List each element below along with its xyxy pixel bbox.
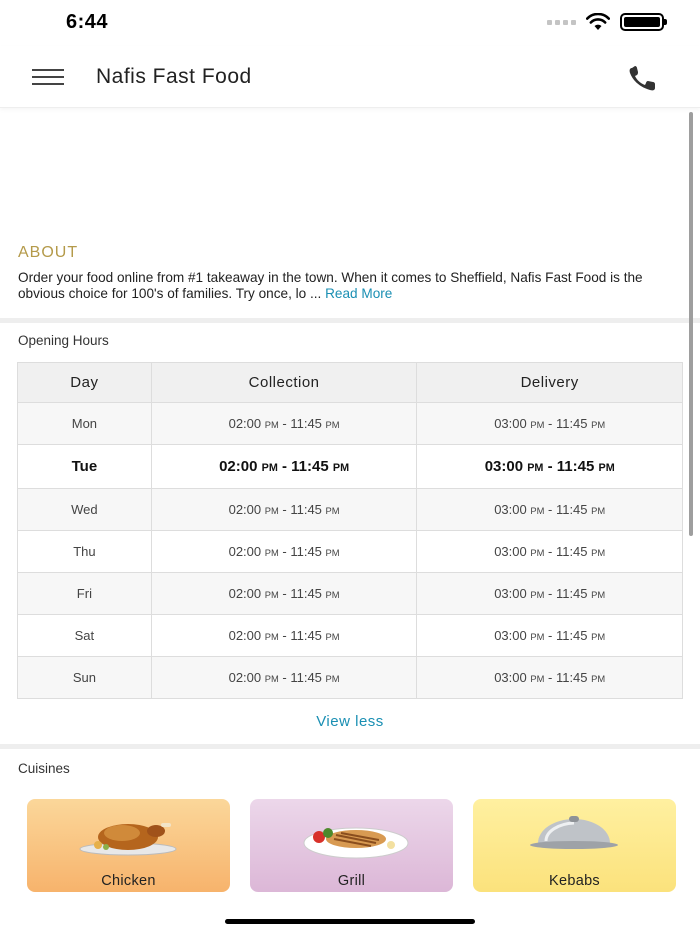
about-description: Order your food online from #1 takeaway in the town. When it comes to Sheffield, Nafis Fast Food is the obvious choice for 100's of families. Try once, lo ... — [18, 270, 643, 301]
start-time: 03:00 — [494, 416, 527, 431]
start-time: 02:00 — [228, 586, 262, 601]
end-meridiem: PM — [591, 674, 606, 684]
table-row — [18, 403, 683, 445]
phone-icon[interactable] — [626, 64, 662, 92]
about-text — [18, 270, 686, 302]
day-cell: Thu — [18, 531, 152, 573]
end-meridiem: PM — [325, 506, 340, 516]
view-less-button[interactable]: View less — [316, 713, 384, 730]
read-more-link[interactable]: Read More — [325, 286, 393, 301]
collection-hours-cell: 02:00 PM - 11:45 PM — [151, 489, 417, 531]
cellular-signal-icon — [547, 20, 576, 25]
end-meridiem: PM — [325, 590, 340, 600]
end-time: 11:45 — [290, 586, 322, 601]
status-time: 6:44 — [66, 11, 109, 33]
collection-hours-cell: 02:00 PM - 11:45 PM — [151, 657, 417, 699]
day-cell: Mon — [18, 403, 152, 445]
collection-hours-cell: 02:00 PM - 11:45 PM — [151, 403, 417, 445]
start-time: 03:00 — [494, 628, 527, 643]
end-time: 11:45 — [290, 628, 322, 643]
end-meridiem: PM — [325, 632, 340, 642]
start-meridiem: PM — [530, 506, 545, 516]
start-time: 02:00 — [219, 458, 258, 475]
end-time: 11:45 — [290, 416, 322, 431]
end-meridiem: PM — [325, 548, 340, 558]
cuisine-card-chicken[interactable] — [27, 799, 230, 892]
start-meridiem: PM — [264, 548, 279, 558]
header-collection: Collection — [151, 363, 417, 403]
end-time: 11:45 — [290, 670, 322, 685]
table-header-row — [18, 363, 683, 403]
roast-chicken-icon — [78, 813, 178, 857]
scrollbar[interactable] — [689, 112, 693, 536]
start-time: 03:00 — [484, 458, 524, 475]
delivery-hours-cell: 03:00 PM - 11:45 PM — [417, 445, 683, 489]
start-meridiem: PM — [261, 462, 278, 474]
end-time: 11:45 — [555, 416, 588, 431]
start-time: 03:00 — [494, 670, 527, 685]
end-time: 11:45 — [291, 458, 329, 475]
end-meridiem: PM — [591, 548, 606, 558]
opening-hours-table — [17, 362, 683, 699]
end-meridiem: PM — [325, 420, 340, 430]
collection-hours-cell: 02:00 PM - 11:45 PM — [151, 531, 417, 573]
section-divider — [0, 744, 700, 749]
start-meridiem: PM — [264, 674, 279, 684]
collection-hours-cell: 02:00 PM - 11:45 PM — [151, 445, 417, 489]
cuisine-label-chicken: Chicken — [101, 873, 156, 889]
delivery-hours-cell: 03:00 PM - 11:45 PM — [417, 489, 683, 531]
end-meridiem: PM — [591, 590, 606, 600]
start-meridiem: PM — [527, 462, 544, 474]
delivery-hours-cell: 03:00 PM - 11:45 PM — [417, 403, 683, 445]
app-header — [0, 46, 700, 108]
end-time: 11:45 — [555, 586, 588, 601]
collection-hours-cell: 02:00 PM - 11:45 PM — [151, 573, 417, 615]
day-cell: Sun — [18, 657, 152, 699]
status-icons — [547, 13, 664, 31]
app-title: Nafis Fast Food — [96, 65, 252, 88]
end-time: 11:45 — [555, 628, 588, 643]
cuisine-label-grill: Grill — [337, 873, 366, 889]
cuisine-card-grill[interactable] — [250, 799, 453, 892]
start-time: 03:00 — [494, 544, 527, 559]
about-title: ABOUT — [18, 244, 79, 261]
end-time: 11:45 — [555, 544, 588, 559]
end-meridiem: PM — [325, 674, 340, 684]
hamburger-menu-icon[interactable] — [32, 69, 64, 85]
wifi-icon — [586, 13, 610, 31]
collection-hours-cell: 02:00 PM - 11:45 PM — [151, 615, 417, 657]
start-time: 03:00 — [494, 586, 527, 601]
end-time: 11:45 — [290, 544, 322, 559]
start-time: 02:00 — [228, 502, 262, 517]
delivery-hours-cell: 03:00 PM - 11:45 PM — [417, 615, 683, 657]
end-time: 11:45 — [555, 502, 588, 517]
opening-hours-title: Opening Hours — [18, 333, 109, 348]
table-row — [18, 657, 683, 699]
start-time: 02:00 — [228, 628, 262, 643]
header-day: Day — [18, 363, 152, 403]
section-divider — [0, 318, 700, 323]
battery-icon — [620, 13, 664, 31]
end-time: 11:45 — [556, 458, 595, 475]
start-time: 03:00 — [494, 502, 527, 517]
start-meridiem: PM — [530, 548, 545, 558]
start-meridiem: PM — [530, 420, 545, 430]
start-meridiem: PM — [530, 674, 545, 684]
table-row — [18, 573, 683, 615]
delivery-hours-cell: 03:00 PM - 11:45 PM — [417, 531, 683, 573]
cuisine-card-kebabs[interactable] — [473, 799, 676, 892]
end-meridiem: PM — [591, 632, 606, 642]
day-cell: Fri — [18, 573, 152, 615]
home-indicator[interactable] — [225, 919, 475, 924]
start-meridiem: PM — [264, 590, 279, 600]
table-row — [18, 531, 683, 573]
end-meridiem: PM — [591, 420, 606, 430]
header-delivery: Delivery — [417, 363, 683, 403]
cuisines-title: Cuisines — [18, 761, 70, 776]
start-meridiem: PM — [264, 632, 279, 642]
start-meridiem: PM — [264, 420, 279, 430]
delivery-hours-cell: 03:00 PM - 11:45 PM — [417, 573, 683, 615]
start-time: 02:00 — [228, 670, 262, 685]
start-meridiem: PM — [530, 632, 545, 642]
start-time: 02:00 — [228, 544, 262, 559]
grilled-fish-plate-icon — [301, 813, 411, 859]
end-time: 11:45 — [555, 670, 588, 685]
cuisine-label-kebabs: Kebabs — [549, 873, 600, 889]
cloche-icon — [524, 813, 624, 859]
end-meridiem: PM — [591, 506, 606, 516]
start-meridiem: PM — [530, 590, 545, 600]
day-cell: Tue — [18, 445, 152, 489]
status-bar — [0, 0, 700, 46]
table-row — [18, 615, 683, 657]
cuisines-list — [27, 799, 676, 892]
day-cell: Sat — [18, 615, 152, 657]
end-meridiem: PM — [598, 462, 615, 474]
day-cell: Wed — [18, 489, 152, 531]
start-meridiem: PM — [264, 506, 279, 516]
delivery-hours-cell: 03:00 PM - 11:45 PM — [417, 657, 683, 699]
table-row — [18, 489, 683, 531]
end-meridiem: PM — [332, 462, 350, 474]
end-time: 11:45 — [290, 502, 322, 517]
table-row — [18, 445, 683, 489]
start-time: 02:00 — [228, 416, 262, 431]
